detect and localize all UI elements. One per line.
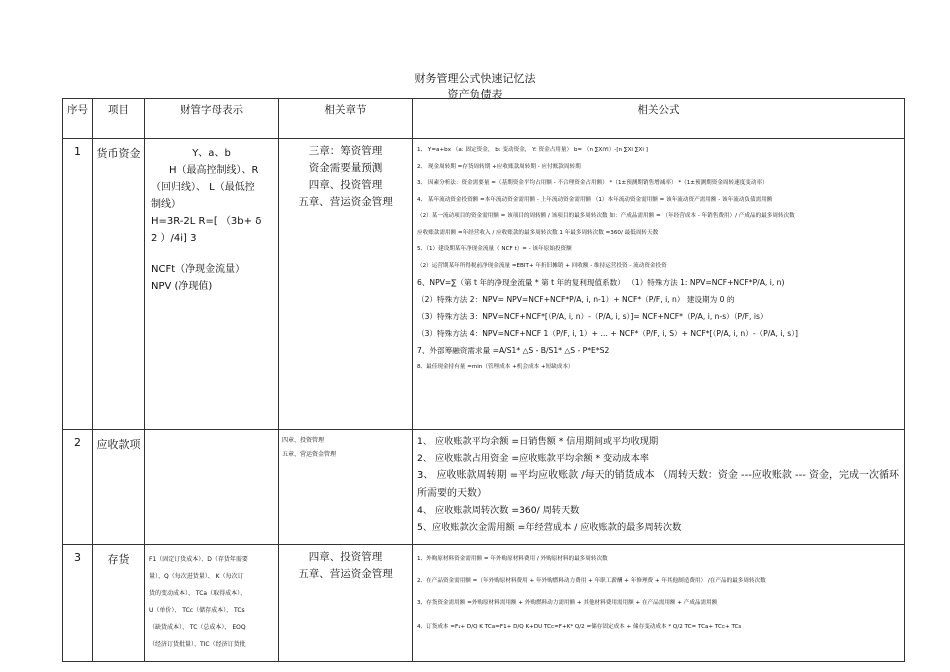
formula-table: [62, 98, 905, 662]
formula-line: （2）特殊方法 2：NPV= NPV=NCF+NCF*P/A, i, n-1）+ NCF*（P/F, i, n） 建设期为 0 的: [417, 295, 735, 304]
formula-line: 2、在产品资金需用额 =（年外购原材料费用 + 年外购燃料动力费用 + 年职工薪酬 + 年修理费 + 年其他制造费用） /在产品的最多周转次数: [417, 578, 766, 584]
formula-line: 2、 应收账款占用资金 =应收账款平均余额 * 变动成本率: [417, 453, 649, 464]
formulas-cell: [413, 139, 905, 430]
formulas-cell: [413, 430, 905, 545]
chapter-line: 四章、投资管理: [308, 551, 383, 563]
formula-line: 1、 Y=a+bx （a: 固定资金， b: 变动资金， Y: 资金占用量） b= （n ∑XiYi）-[n ∑Xi ∑Xi ]: [417, 147, 648, 153]
letters-line: H=3R-2L R=[ （3b+ δ: [151, 216, 262, 227]
formula-line: （3）特殊方法 3：NPV=NCF+NCF*[（P/A, i, n）-（P/A, i, s）]= NCF+NCF*（P/A, i, n-s）（P/F, is）: [417, 312, 768, 321]
letters-line: NPV (净现值): [151, 281, 213, 292]
formulas-cell: [413, 545, 905, 662]
formula-line: 1、外购原材料资金需用额 = 年外购原材料费用 / 外购原材料的最多周转次数: [417, 556, 608, 562]
table-subtitle: 资产负债表: [447, 88, 503, 101]
row-item: 应收款项: [93, 430, 145, 545]
letters-line: F1（固定订货成本）、D（存货年需要: [149, 556, 248, 563]
chapter-line: 五章、营运资金管理: [298, 568, 393, 580]
formula-line: 3、 因素分析法：资金需要量 =（基期资金平均占用额 - 不合理资金占用额） *（1±预测期销售增减率） *（1±预测期资金周转速度变动率）: [417, 180, 768, 186]
formula-line: 7、外部筹融资需求量 =A/S1* △S - B/S1* △S - P*E*S2: [417, 346, 610, 355]
chapter-line: 五章、营运资金管理: [298, 196, 393, 208]
letters-line: 量）、Q（每次进货量）、 K（每次订: [149, 573, 244, 580]
formula-line: （3）特殊方法 4：NPV=NCF+NCF 1（P/F, i, 1）+ … + NCF*（P/F, i, S）+ NCF*[（P/A, i, n）-（P/A, i, s）]: [417, 329, 798, 338]
letters-line: 货的变动成本）、 TCa（取得成本）、: [149, 590, 247, 597]
header-formulas: 相关公式: [413, 99, 905, 139]
table-row: [63, 139, 905, 430]
chapter-line: 五章、营运资金管理: [282, 451, 337, 458]
row-item: 货币资金: [93, 139, 145, 430]
letters-cell: [145, 139, 279, 430]
table-row: [63, 430, 905, 545]
letters-line: 2 ）/4i] 3: [151, 233, 197, 244]
table-row: [63, 545, 905, 662]
formula-line: 4、订货成本 =F₁+ D/Q K TCa=F1+ D/Q K+DU TCc=F+K* Q/2 =储存固定成本 + 储存变动成本 * Q/2 TC= TCa+ TCc+ TCs: [417, 624, 742, 630]
row-item: 存货: [93, 545, 145, 662]
letters-line: Y、a、b: [192, 148, 231, 159]
formula-line: 6、NPV=∑（第 t 年的净现金流量 * 第 t 年的复利现值系数） （1）特殊方法 1: NPV=NCF+NCF*P/A, i, n): [417, 278, 785, 287]
letters-line: （回归线）、 L（最低控: [151, 182, 255, 193]
chapter-line: 四章、投资管理: [282, 437, 325, 444]
formula-line: 3、 应收账款周转期 =平均应收账款 /每天的销货成本 （周转天数：资金 ---应收账款 --- 资金，完成一次循环所需要的天数）: [417, 470, 900, 499]
letters-line: （缺货成本）、 TC（总成本）、 EOQ: [149, 624, 246, 631]
formula-line: 8、最佳现金持有量 =min（管理成本 +机会成本 +短缺成本）: [417, 364, 574, 370]
letters-cell: [145, 545, 279, 662]
table-header-row: [63, 99, 905, 139]
formula-line: （2）运营期某年所得税前净现金流量 =EBIT+ 年折旧摊销 + 回收额 - 维持运营投资 - 流动资金投资: [417, 262, 667, 269]
formula-line: 应收账款需用额 =年经营收入 / 应收账款的最多周转次数 1 年最多周转次数 =360/ 最低周转天数: [417, 229, 659, 236]
formula-line: 4、 应收账款周转次数 =360/ 周转天数: [417, 505, 580, 516]
formula-line: 2、 现金周转期 =存货周转期 +应收账款周转期 - 应付账款周转期: [417, 163, 581, 170]
letters-line: H（最高控制线）、R: [169, 165, 259, 176]
document-title: 财务管理公式快速记忆法: [414, 72, 536, 85]
letters-line: （经济订货批量）、TIC（经济订货批: [149, 641, 246, 648]
header-letters: 财管字母表示: [145, 99, 279, 139]
row-number: 1: [63, 139, 93, 430]
formula-line: 3、存货资金需用额 =外购原材料需用额 + 外购燃料动力需用额 + 其他材料费用需用额 + 在产品需用额 + 产成品需用额: [417, 600, 718, 606]
formula-line: 1、 应收账款平均余额 =日销售额 * 信用期间或平均收现期: [417, 436, 659, 447]
formula-line: 4、 某年流动资金投资额 =本年流动资金需用额 - 上年流动资金需用额 （1）本年流动资金需用额 = 该年流动资产需用额 - 该年流动负债需用额: [417, 196, 773, 203]
row-number: 2: [63, 430, 93, 545]
chapters-cell: [279, 430, 413, 545]
chapters-cell: [279, 139, 413, 430]
chapter-line: 三章：筹资管理: [308, 145, 383, 157]
letters-line: NCFt（净现金流量）: [151, 264, 246, 275]
header-seq: 序号: [63, 99, 93, 139]
chapter-line: 资金需要量预测: [308, 162, 383, 174]
formula-line: 5、（1）建设期某年净现金流量（ NCF t）= - 该年原始投资额: [417, 246, 572, 252]
header-item: 项目: [93, 99, 145, 139]
letters-line: 制线）: [151, 199, 181, 210]
letters-line: U（单价）、 TCc（储存成本）、 TCs: [149, 607, 245, 614]
row-number: 3: [63, 545, 93, 662]
formula-line: 5、应收账款次金需用额 =年经营成本 / 应收账款的最多周转次数: [417, 522, 682, 533]
letters-cell: [145, 430, 279, 545]
chapter-line: 四章、投资管理: [308, 179, 383, 191]
formula-line: （2）某一流动项目的资金需用额 = 该项目的周转额 / 该项目的最多周转次数 如：产成品需用额 = （年经营成本 - 年销售费用）/ 产成品的最多周转次数: [417, 213, 795, 219]
chapters-cell: [279, 545, 413, 662]
header-chapters: 相关章节: [279, 99, 413, 139]
